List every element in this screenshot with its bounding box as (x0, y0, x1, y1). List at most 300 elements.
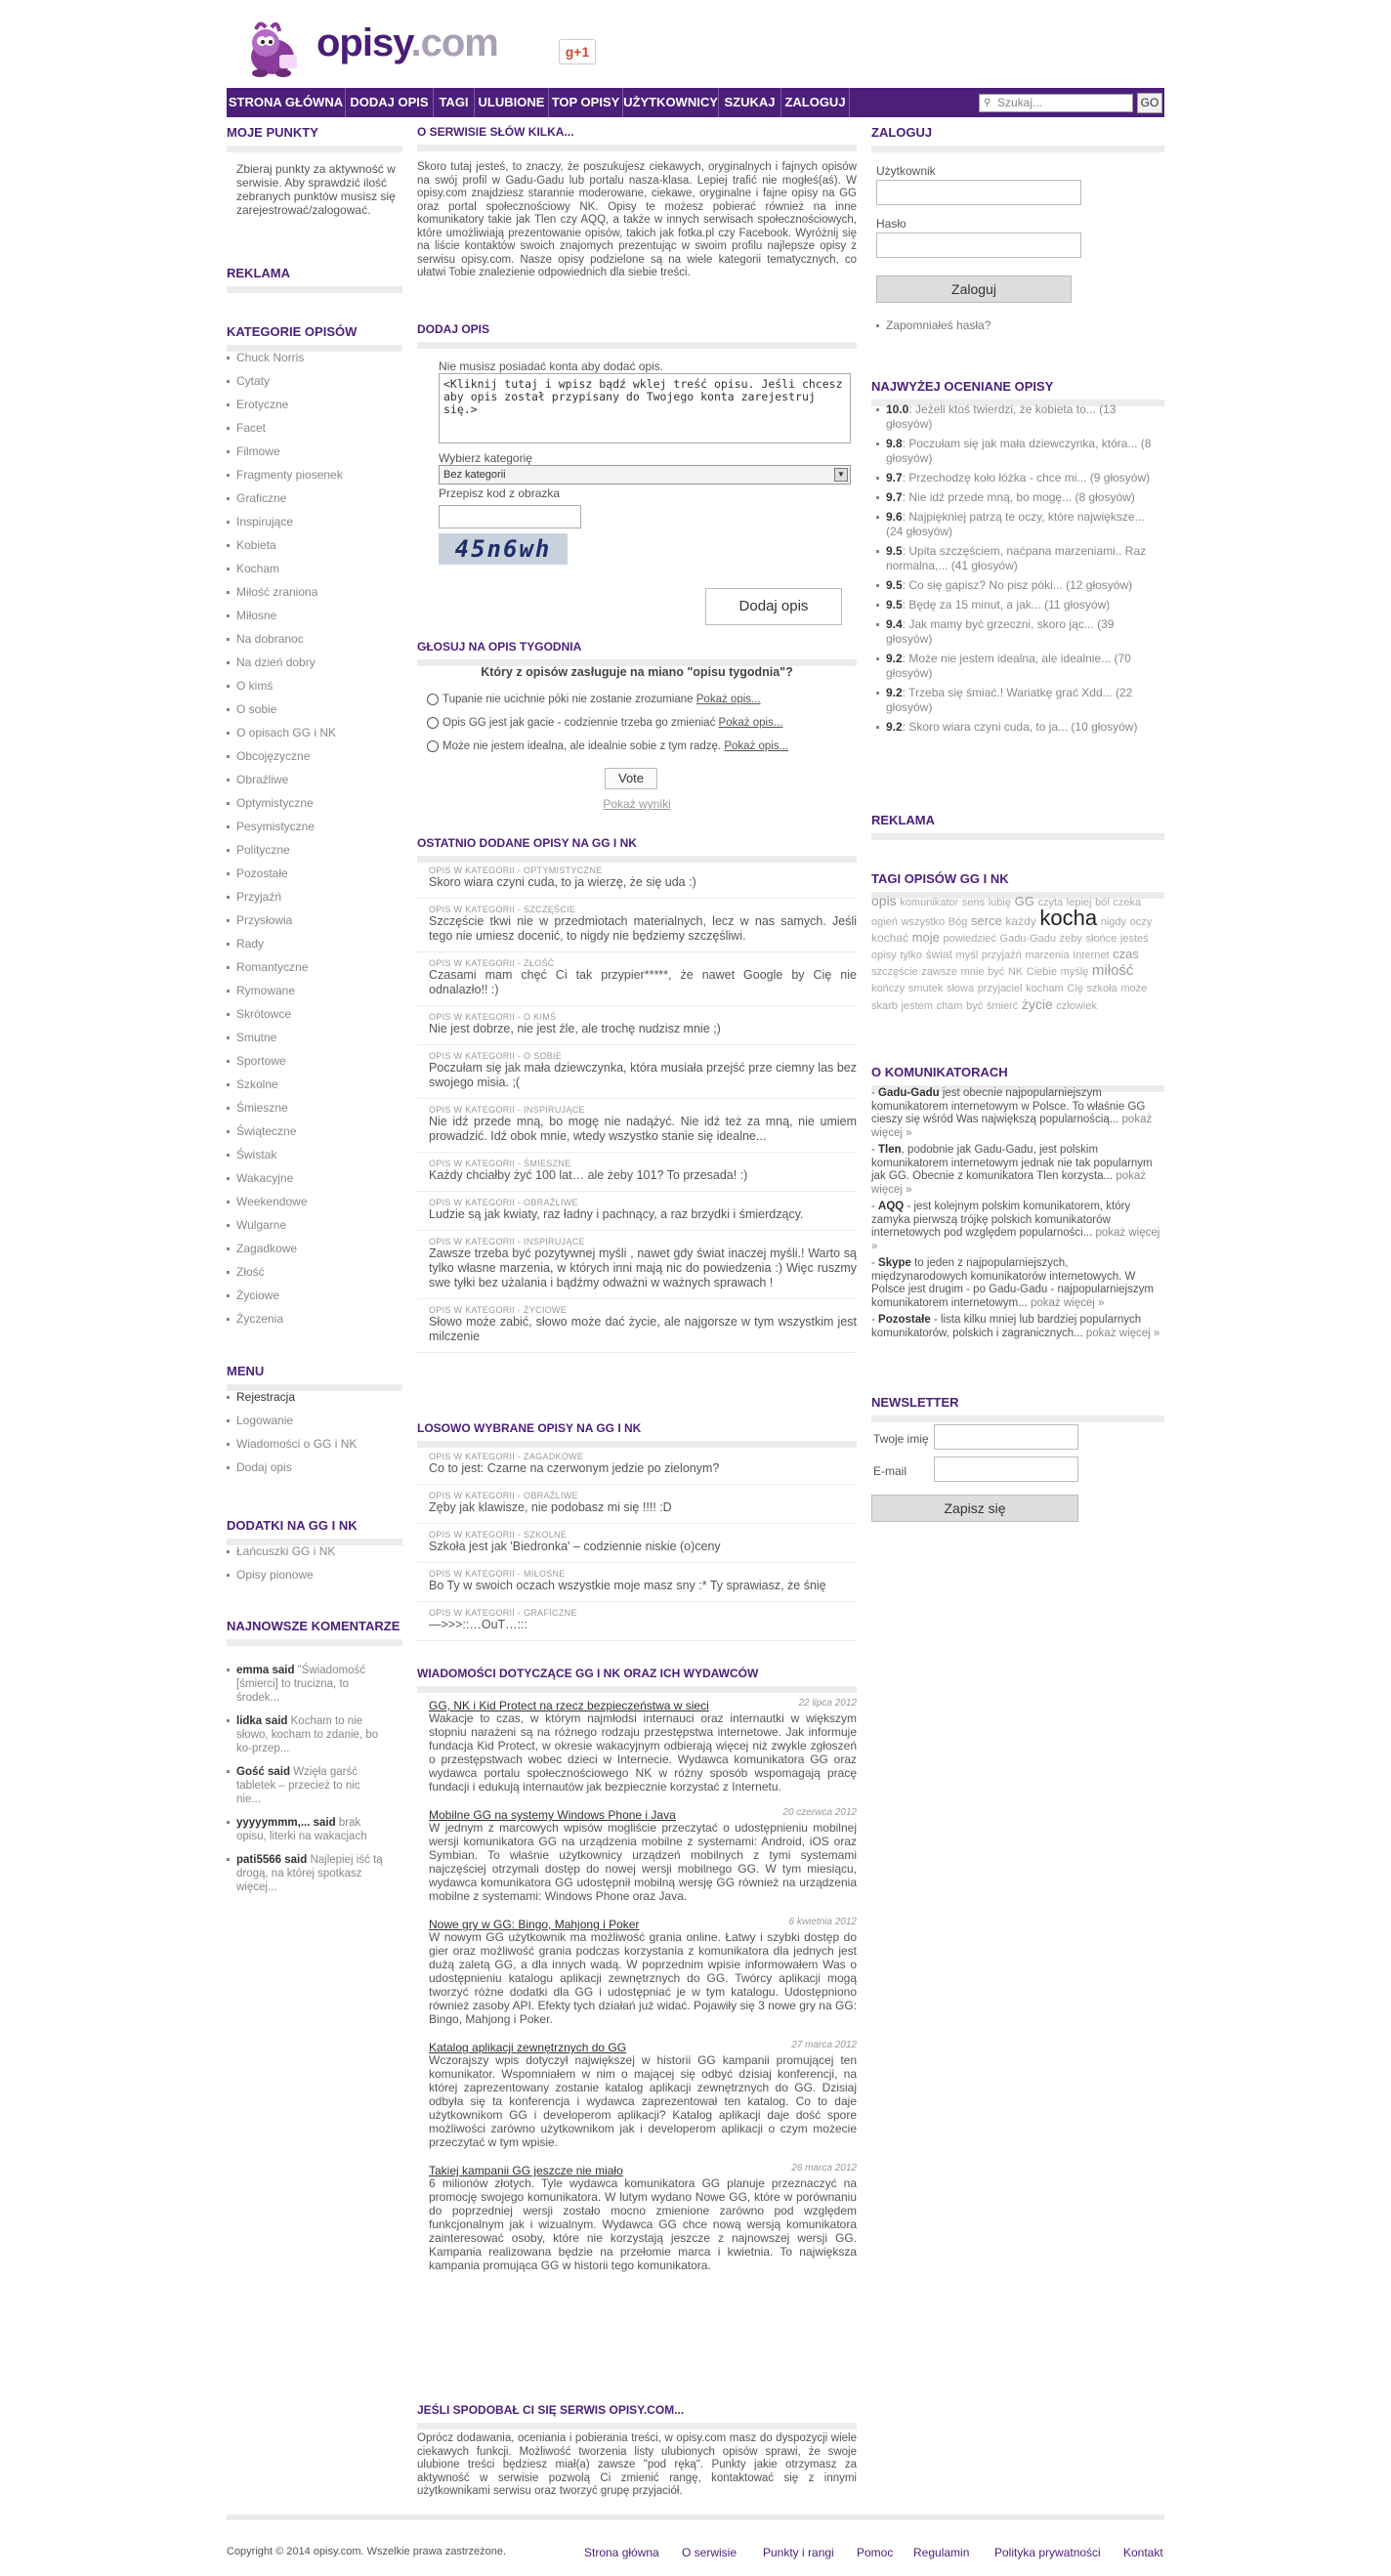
tag-link[interactable]: cham (936, 1000, 963, 1012)
top-rated-item[interactable] (876, 510, 1159, 539)
logo-text[interactable] (316, 21, 498, 65)
tag-link[interactable]: myślę (1060, 966, 1089, 978)
tag-link[interactable]: śmierć (986, 1000, 1019, 1012)
tag-link[interactable]: kocham (1026, 983, 1064, 994)
category-item[interactable]: Rymowane (227, 979, 402, 1002)
comment-user[interactable]: lidka (236, 1715, 263, 1727)
im-name[interactable]: Pozostałe (878, 1314, 931, 1326)
top-rated-item[interactable] (876, 544, 1159, 573)
im-name[interactable]: Skype (878, 1257, 911, 1269)
comment-user[interactable]: yyyyymmm,... (236, 1817, 311, 1829)
top-rated-text[interactable]: : Jak mamy być grzeczni, skoro jąc... (39 głosyów) (886, 617, 1115, 646)
category-item[interactable]: Rady (227, 932, 402, 955)
tag-link[interactable]: ból (1095, 897, 1110, 908)
footer-privacy[interactable]: Polityka prywatności (994, 2546, 1101, 2559)
poll-option[interactable] (427, 737, 857, 760)
top-rated-text[interactable]: : Skoro wiara czyni cuda, to ja... (10 głosyów) (902, 720, 1138, 734)
description-text[interactable]: Czasami mam chęć Ci tak przypier*****, że nawet Google by Cię nie odnalazło!! :) (429, 968, 857, 996)
tag-link[interactable]: serce (971, 913, 1002, 928)
top-rated-item[interactable] (876, 471, 1159, 486)
comments-heading: NAJNOWSZE KOMENTARZE (227, 1620, 402, 1646)
username-input[interactable] (876, 180, 1081, 205)
category-item[interactable]: Kocham (227, 557, 402, 580)
top-rated-text[interactable]: : Poczułam się jak mała dziewczynka, która... (8 głosyów) (886, 437, 1152, 465)
comment-user[interactable]: emma (236, 1665, 270, 1676)
tag-link[interactable]: czas (1113, 947, 1139, 961)
tag-link[interactable]: czyta (1037, 897, 1064, 908)
tag-link[interactable]: smutek (907, 983, 944, 994)
category-item[interactable]: Skrótowce (227, 1002, 402, 1026)
nav-favorites[interactable]: ULUBIONE (475, 88, 549, 117)
category-item[interactable]: Fragmenty piosenek (227, 463, 402, 486)
tag-link[interactable]: może (1120, 983, 1148, 994)
tag-link[interactable]: Gadu-Gadu (999, 933, 1056, 945)
radio-button[interactable] (427, 740, 439, 752)
category-item[interactable]: Filmowe (227, 440, 402, 463)
news-date: 22 lipca 2012 (798, 1698, 857, 1709)
category-item[interactable]: Złość (227, 1260, 402, 1284)
tag-link[interactable]: marzenia (1025, 950, 1070, 961)
news-header (429, 2163, 857, 2176)
tag-link[interactable]: przyjaciel (977, 983, 1023, 994)
category-item[interactable]: Wulgarne (227, 1213, 402, 1237)
news-item (429, 1917, 857, 2026)
category-item[interactable]: O kimś (227, 674, 402, 697)
menu-item[interactable]: Wiadomości o GG i NK (227, 1432, 402, 1456)
comment-user[interactable]: pati5566 (236, 1854, 282, 1866)
category-item[interactable]: Facet (227, 416, 402, 440)
search-go-button[interactable]: GO (1137, 93, 1162, 113)
category-select-value: Bez kategorii (443, 469, 506, 481)
category-item[interactable]: Polityczne (227, 838, 402, 862)
news-date: 20 czerwca 2012 (782, 1807, 857, 1818)
category-item[interactable]: Smutne (227, 1026, 402, 1049)
top-rated-text[interactable]: : Upita szczęściem, naćpana marzeniami.. Raz normalna,... (41 głosyów) (886, 544, 1147, 572)
newsletter-name-input[interactable] (934, 1424, 1078, 1450)
tag-link[interactable]: kocha (1039, 906, 1098, 930)
top-rated-text[interactable]: : Przechodzę koło łóżka - chce mi... (9 głosyów) (902, 471, 1151, 485)
poll-heading: GŁOSUJ NA OPIS TYGODNIA (417, 640, 857, 666)
nav-home[interactable]: STRONA GŁÓWNA (227, 88, 346, 117)
logo-ext: .com (410, 21, 498, 64)
comment-bullet-icon (227, 1668, 230, 1671)
menu-item[interactable]: Dodaj opis (227, 1456, 402, 1479)
category-item[interactable]: Świąteczne (227, 1119, 402, 1143)
news-item (429, 2040, 857, 2149)
description-item[interactable] (417, 1105, 857, 1153)
forgot-password-link[interactable] (876, 318, 991, 332)
category-item[interactable]: Wakacyjne (227, 1166, 402, 1190)
tag-link[interactable]: słowa (946, 983, 975, 994)
description-text[interactable]: Co to jest: Czarne na czerwonym jedzie po zielonym? (429, 1461, 720, 1475)
top-rated-text[interactable]: : Najpiękniej patrzą te oczy, które największe... (24 głosyów) (886, 510, 1145, 538)
poll-option[interactable] (427, 713, 857, 737)
tag-link[interactable]: opis (871, 893, 897, 908)
tag-link[interactable]: opisy (871, 950, 897, 961)
tag-link[interactable]: życie (1021, 996, 1053, 1012)
forgot-password-text: Zapomniałeś hasła? (886, 318, 991, 332)
top-rated-item[interactable] (876, 686, 1159, 715)
right-sidebar (871, 125, 1164, 1516)
category-item[interactable]: O sobie (227, 697, 402, 721)
google-plus-button[interactable]: g+1 (559, 39, 596, 64)
im-text: , podobnie jak Gadu-Gadu, jest polskim komunikatorem internetowym jednak nie tak popularnym jak GG. Obecnie z komunikatora Tlen korzysta... (871, 1144, 1153, 1182)
login-heading: ZALOGUJ (871, 125, 1164, 152)
tag-link[interactable]: tylko (900, 950, 922, 961)
tag-link[interactable]: jestem (901, 1000, 933, 1012)
tag-link[interactable]: być (988, 966, 1005, 978)
news-header (429, 1807, 857, 1821)
menu-heading: MENU (227, 1364, 402, 1391)
description-category[interactable]: OPIS W KATEGORII - ŻYCIOWE (429, 1305, 568, 1315)
tag-link[interactable]: myśl (955, 950, 979, 961)
description-text[interactable]: Zawsze trzeba być pozytywnej myśli , nawet gdy świat inaczej myśli.! Warto są tylko własne marzenia, w których inni mają nic do powiedzenia :) Więc ruszmy swe tyłki bez użalania i bądźmy odważni w ważnych sprawach ! (429, 1246, 857, 1289)
poll-option[interactable] (427, 690, 857, 713)
category-item[interactable]: Przysłowia (227, 908, 402, 932)
description-text[interactable]: Nie jest dobrze, nie jest źle, ale trochę nudzisz mnie ;) (429, 1022, 721, 1035)
category-item[interactable]: Cytaty (227, 369, 402, 393)
add-description-button[interactable]: Dodaj opis (705, 588, 842, 625)
tag-link[interactable]: lubię (988, 897, 1011, 908)
news-item (429, 1698, 857, 1794)
nav-search[interactable]: SZUKAJ (719, 88, 781, 117)
tag-link[interactable]: powiedzieć (943, 933, 996, 945)
category-item[interactable]: Miłosne (227, 604, 402, 627)
comment-item[interactable] (227, 1714, 383, 1755)
top-rated-item[interactable] (876, 720, 1159, 735)
tags-heading: TAGI OPISÓW GG I NK (871, 871, 1164, 899)
main-nav (227, 88, 1164, 117)
tag-link[interactable]: wszystko (901, 916, 946, 928)
description-category[interactable]: OPIS W KATEGORII - GRAFICZNE (429, 1608, 577, 1618)
description-item[interactable] (417, 1305, 857, 1353)
tag-link[interactable]: świat (925, 948, 952, 961)
poll-option-link[interactable]: Pokaż opis... (696, 694, 761, 705)
category-label: Wybierz kategorię (439, 451, 532, 465)
category-item[interactable]: Romantyczne (227, 955, 402, 979)
top-rated-text[interactable]: : Będę za 15 minut, a jak... (11 głosyów) (902, 598, 1111, 612)
footer-help[interactable]: Pomoc (857, 2546, 894, 2559)
newsletter-heading: NEWSLETTER (871, 1395, 1164, 1422)
description-category[interactable]: OPIS W KATEGORII - MIŁOSNE (429, 1569, 566, 1579)
comment-item[interactable] (227, 1853, 383, 1894)
im-text: - lista kilku mniej lub bardziej popularnych komunikatorów, polskich i zagranicznych... (871, 1314, 1142, 1339)
tag-link[interactable]: skarb (871, 1000, 898, 1012)
news-body: W nowym GG użytkownik ma możliwość grania online. Łatwy i szybki dostęp do gier oraz możliwość grania podczas korzystania z komunikatora dla jednych jest dużą zaletą GG, a dla innych wadą. W poprzednim wpisie informowałem Was o udostępnieniu katalogu aplikacji zewnętrznych do GG. Twórcy aplikacji mogą tworzyć różne dodatki dla GG i udostępniać je w tym katalogu. Udostępniono również zasoby API. Efekty tych działań już widać. Pojawiły się 3 nowe gry na GG: Bingo, Mahjong i Poker. (429, 1930, 857, 2026)
top-rated-item[interactable] (876, 617, 1159, 647)
comment-text[interactable]: "Świadomość [śmierci] to trucizna, to środek... (236, 1665, 365, 1704)
logo-main: opisy (316, 21, 411, 64)
category-item[interactable]: Świstak (227, 1143, 402, 1166)
tag-link[interactable]: czeka (1113, 897, 1142, 908)
footer-points[interactable]: Punkty i rangi (763, 2546, 834, 2559)
menu-item[interactable]: Rejestracja (227, 1385, 402, 1409)
description-text[interactable]: Poczułam się jak mała dziewczynka, która musiała przejść prze ciemny las bez swojego misia. ;( (429, 1061, 857, 1089)
comment-user[interactable]: Gość (236, 1766, 265, 1778)
im-text: - jest kolejnym polskim komunikatorem, który zamyka pierwszą trójkę polskich komunikatorów internetowych pod względem popularności... (871, 1201, 1131, 1239)
tag-link[interactable]: szkoła (1086, 983, 1117, 994)
description-category[interactable]: OPIS W KATEGORII - O SOBIE (429, 1051, 563, 1061)
search-icon: ⚲ (984, 98, 991, 108)
news-body: Wczorajszy wpis dotyczył największej w historii GG kampanii promującej ten komunikator. Wspomniałem w nim o mającej się odbyć dzisiaj konferencji, na której zaprezentowany zostanie katalog aplikacji zewnętrznych do GG. Dzisiaj odbyła się ta konferencja i wydawca zaprezentował ten katalog. Co to daje użytkownikom GG i developerom aplikacji? Katalog aplikacji daje dość spore możliwości zarówno użytkownikom jak i developerom aplikacji o czym możecie przeczytać w tym wpisie. (429, 2053, 857, 2149)
news-item (429, 1807, 857, 1903)
top-rated-item[interactable] (876, 402, 1159, 432)
top-rated-list (876, 402, 1159, 739)
im-more-link[interactable]: pokaż więcej » (1031, 1296, 1105, 1309)
tag-link[interactable]: oczy (1129, 916, 1153, 928)
tag-link[interactable]: sens (961, 897, 986, 908)
category-item[interactable]: Sportowe (227, 1049, 402, 1073)
description-item[interactable] (417, 1051, 857, 1099)
description-item[interactable] (417, 1530, 857, 1563)
vote-button[interactable]: Vote (605, 768, 657, 789)
description-category[interactable]: OPIS W KATEGORII - OBRAŹLIWE (429, 1491, 578, 1500)
im-more-link[interactable]: pokaż więcej » (871, 1170, 1147, 1196)
description-text[interactable]: Skoro wiara czyni cuda, to ja wierzę, że się uda :) (429, 875, 696, 889)
rating-score: 9.2 (886, 720, 903, 734)
news-title-link[interactable]: GG, NK i Kid Protect na rzecz bezpieczeństwa w sieci (429, 1699, 709, 1712)
description-category[interactable]: OPIS W KATEGORII - SZKOLNE (429, 1530, 568, 1540)
comment-text[interactable]: Kocham to nie słowo, kocham to zdanie, bo ko-przep... (236, 1715, 379, 1754)
category-item[interactable]: Na dobranoc (227, 627, 402, 651)
bullet-icon (876, 324, 879, 327)
description-item[interactable] (417, 866, 857, 899)
description-item[interactable] (417, 1569, 857, 1602)
top-rated-text[interactable]: : Co się gapisz? No pisz póki... (12 głosyów) (902, 578, 1133, 592)
im-more-link[interactable]: pokaż więcej » (1085, 1327, 1160, 1339)
nav-login[interactable]: ZALOGUJ (781, 88, 850, 117)
top-rated-item[interactable] (876, 578, 1159, 593)
top-rated-item[interactable] (876, 437, 1159, 466)
poll-option-link[interactable]: Pokaż opis... (718, 717, 783, 729)
category-item[interactable]: Chuck Norris (227, 346, 402, 369)
category-item[interactable]: Miłość zraniona (227, 580, 402, 604)
tag-link[interactable]: przyjaźń (981, 950, 1022, 961)
im-name[interactable]: AQQ (878, 1201, 905, 1212)
radio-button[interactable] (427, 717, 439, 729)
category-item[interactable]: Życzenia (227, 1307, 402, 1330)
description-category[interactable]: OPIS W KATEGORII - INSPIRUJĄCE (429, 1105, 585, 1115)
tag-link[interactable]: każdy (1005, 914, 1036, 928)
comment-text[interactable]: Wzięła garść tabletek – przecież to nic nie... (236, 1766, 360, 1805)
im-name[interactable]: Tlen (878, 1144, 902, 1156)
logo-mascot-icon[interactable] (238, 20, 307, 80)
comment-text[interactable]: brak opisu, literki na wakacjach (236, 1817, 367, 1842)
password-input[interactable] (876, 232, 1081, 258)
category-select[interactable] (439, 465, 851, 485)
copyright: Copyright © 2014 opisy.com. Wszelkie prawa zastrzeżone. (227, 2546, 507, 2557)
news-title-link[interactable]: Takiej kampanii GG jeszcze nie miało (429, 2164, 623, 2177)
category-item[interactable]: Obraźliwe (227, 768, 402, 791)
description-text[interactable]: —>>>::…OuT…::: (429, 1618, 528, 1631)
comment-bullet-icon (227, 1821, 230, 1824)
description-category[interactable]: OPIS W KATEGORII - ZŁOŚĆ (429, 958, 555, 968)
login-button[interactable]: Zaloguj (876, 275, 1072, 303)
nav-tags[interactable]: TAGI (434, 88, 475, 117)
category-item[interactable]: Optymistyczne (227, 791, 402, 815)
description-item[interactable] (417, 958, 857, 1006)
news-header (429, 1917, 857, 1930)
category-item[interactable]: Erotyczne (227, 393, 402, 416)
tag-link[interactable]: mnie (960, 966, 985, 978)
rating-score: 9.6 (886, 510, 903, 524)
tag-link[interactable]: słońce (1085, 933, 1117, 945)
tag-link[interactable]: Ciebie (1026, 966, 1057, 978)
category-item[interactable]: Kobieta (227, 533, 402, 557)
comment-bullet-icon (227, 1858, 230, 1861)
im-more-link[interactable]: pokaż więcej » (871, 1227, 1160, 1252)
description-text[interactable]: Nie idź przede mną, bo mogę nie nadążyć. Nie idź też za mną, nie umiem prowadzić. Idź obok mnie, wtedy wszystko stanie się idealne... (429, 1115, 857, 1143)
news-list (417, 1698, 857, 2286)
description-category[interactable]: OPIS W KATEGORII - O KIMŚ (429, 1012, 557, 1022)
description-text[interactable]: Szkoła jest jak 'Biedronka' – codziennie niskie (o)ceny (429, 1540, 721, 1553)
description-item[interactable] (417, 1452, 857, 1485)
left-sidebar (227, 125, 402, 1893)
description-item[interactable] (417, 1491, 857, 1524)
description-text[interactable]: Bo Ty w swoich oczach wszystkie moje masz sny :* Ty sprawiasz, że śnię (429, 1579, 826, 1592)
description-item[interactable] (417, 1198, 857, 1231)
category-item[interactable]: Na dzień dobry (227, 651, 402, 674)
news-item (429, 2163, 857, 2272)
category-item[interactable]: Zagadkowe (227, 1237, 402, 1260)
search-input[interactable]: Szukaj... (979, 94, 1133, 112)
rating-score: 9.5 (886, 578, 903, 592)
category-item[interactable]: Śmieszne (227, 1096, 402, 1119)
im-more-link[interactable]: pokaż więcej » (871, 1114, 1153, 1139)
comment-item[interactable] (227, 1816, 383, 1843)
tag-link[interactable]: NK (1007, 966, 1024, 978)
tag-link[interactable]: kończy (871, 983, 906, 994)
description-category[interactable]: OPIS W KATEGORII - INSPIRUJĄCE (429, 1237, 585, 1246)
category-item[interactable]: Pesymistyczne (227, 815, 402, 838)
description-text[interactable]: Ludzie są jak kwiaty, raz ładny i pachnący, a raz brzydki i śmierdzący. (429, 1207, 804, 1221)
footer-about[interactable]: O serwisie (682, 2546, 738, 2559)
tag-link[interactable]: być (966, 1000, 984, 1012)
footer-terms[interactable]: Regulamin (913, 2546, 970, 2559)
tag-link[interactable]: żeby (1059, 933, 1082, 945)
tag-link[interactable]: jesteś (1119, 933, 1149, 945)
chevron-down-icon: ▼ (834, 468, 848, 482)
category-item[interactable]: Życiowe (227, 1284, 402, 1307)
captcha-input[interactable] (439, 505, 581, 528)
tag-link[interactable]: GG (1014, 894, 1034, 908)
description-category[interactable]: OPIS W KATEGORII - SZCZĘŚCIE (429, 905, 576, 914)
news-title-link[interactable]: Mobilne GG na systemy Windows Phone i Java (429, 1808, 676, 1822)
nav-add[interactable]: DODAJ OPIS (346, 88, 434, 117)
description-category[interactable]: OPIS W KATEGORII - ZAGADKOWE (429, 1452, 584, 1461)
comment-text[interactable]: Najlepiej iść tą drogą, na której spotkasz więcej... (236, 1854, 383, 1893)
tag-link[interactable]: zawsze (921, 966, 957, 978)
rating-score: 9.5 (886, 598, 903, 612)
description-item[interactable] (417, 1237, 857, 1299)
description-item[interactable] (417, 1159, 857, 1192)
tag-link[interactable]: miłość (1091, 962, 1134, 979)
category-item[interactable]: Weekendowe (227, 1190, 402, 1213)
tag-link[interactable]: szczęście (871, 966, 918, 978)
tag-link[interactable]: ogień (871, 916, 898, 928)
addon-item[interactable]: Opisy pionowe (227, 1563, 402, 1586)
category-item[interactable]: Obcojęzyczne (227, 744, 402, 768)
recent-descriptions (417, 866, 857, 1359)
top-rated-item[interactable] (876, 652, 1159, 681)
tag-link[interactable]: nigdy (1100, 916, 1127, 928)
poll-option-text: Opis GG jest jak gacie - codziennie trzeba go zmieniać (443, 717, 716, 729)
description-category[interactable]: OPIS W KATEGORII - ŚMIESZNE (429, 1159, 571, 1168)
tag-link[interactable]: kochać (871, 931, 909, 945)
nav-top[interactable]: TOP OPISY (549, 88, 623, 117)
top-rated-text[interactable]: : Jeżeli ktoś twierdzi, że kobieta to... (13 głosyów) (886, 402, 1117, 431)
description-text[interactable]: Szczęście tkwi nie w przedmiotach materialnych, lecz w nas samych. Jeśli tego nie umiesz docenić, to nigdy nie będziemy szczęśliwi. (429, 914, 857, 943)
footer-home[interactable]: Strona główna (584, 2546, 659, 2559)
top-rated-item[interactable] (876, 490, 1159, 505)
news-header (429, 2040, 857, 2053)
category-item[interactable]: Inspirujące (227, 510, 402, 533)
news-body: W jednym z marcowych wpisów mogliście przeczytać o udostępnieniu mobilnej wersji komunikatora GG na urządzenia mobilne z systemami: Android, iOS oraz Symbian. To właśnie użytkownicy urządzeń mobilnych z tymi systemami najczęściej otrzymali dostęp do nowej wersji mobilnego GG. W tym miesiącu, wydawca komunikatora GG udostępnił mobilną wersję GG również na urządzenia mobilne z systemami: Windows Phone oraz Java. (429, 1821, 857, 1903)
news-title-link[interactable]: Nowe gry w GG: Bingo, Mahjong i Poker (429, 1918, 640, 1931)
rating-score: 9.8 (886, 437, 903, 450)
im-item: - Tlen, podobnie jak Gadu-Gadu, jest polskim komunikatorem internetowym jednak nie tak popularnym jak GG. Obecnie z komunikatora Tlen korzysta... pokaż więcej » (871, 1144, 1153, 1196)
description-textarea[interactable]: <Kliknij tutaj i wpisz bądź wklej treść opisu. Jeśli chcesz aby opis został przypisany do Twojego konta zarejestruj się.> (439, 373, 851, 443)
menu-item[interactable]: Logowanie (227, 1409, 402, 1432)
category-item[interactable]: O opisach GG i NK (227, 721, 402, 744)
categories-heading: KATEGORIE OPISÓW (227, 324, 402, 352)
top-rated-text[interactable]: : Nie idź przede mną, bo mogę... (8 głosyów) (902, 490, 1135, 504)
top-rated-text[interactable]: : Trzeba się śmiać.! Wariatkę grać Xdd... (22 głosyów) (886, 686, 1133, 714)
poll-options (427, 690, 857, 760)
footer-contact[interactable]: Kontakt (1123, 2546, 1163, 2559)
comments-list (227, 1664, 402, 1904)
description-item[interactable] (417, 905, 857, 952)
tag-link[interactable]: Internet (1073, 950, 1110, 961)
newsletter-email-input[interactable] (934, 1457, 1078, 1482)
tag-link[interactable]: lepiej (1066, 897, 1092, 908)
description-item[interactable] (417, 1012, 857, 1045)
tag-link[interactable]: komunikator (900, 897, 959, 908)
top-rated-item[interactable] (876, 598, 1159, 612)
description-item[interactable] (417, 1608, 857, 1641)
comment-said: said (272, 1665, 295, 1676)
tag-link[interactable]: moje (911, 930, 940, 945)
radio-button[interactable] (427, 694, 439, 705)
im-item: - Gadu-Gadu jest obecnie najpopularniejszym komunikatorem internetowym w Polsce. To właśnie GG cieszy się wśród Was największą popularnością... pokaż więcej » (871, 1087, 1153, 1139)
description-text[interactable]: Każdy chciałby żyć 100 lat… ale żeby 101? To przesada! :) (429, 1168, 748, 1182)
tag-link[interactable]: człowiek (1056, 1000, 1097, 1012)
im-list (871, 1087, 1164, 1344)
subscribe-button[interactable]: Zapisz się (871, 1495, 1078, 1522)
category-item[interactable]: Szkolne (227, 1073, 402, 1096)
top-rated-text[interactable]: : Może nie jestem idealna, ale idealnie... (70 głosyów) (886, 652, 1131, 680)
comment-item[interactable] (227, 1664, 383, 1705)
nav-users[interactable]: UŻYTKOWNICY (623, 88, 719, 117)
comment-item[interactable] (227, 1765, 383, 1806)
category-item[interactable]: Graficzne (227, 486, 402, 510)
description-category[interactable]: OPIS W KATEGORII - OPTYMISTYCZNE (429, 866, 603, 875)
category-item[interactable]: Przyjaźń (227, 885, 402, 908)
addon-item[interactable]: Łańcuszki GG i NK (227, 1540, 402, 1563)
description-category[interactable]: OPIS W KATEGORII - OBRAŹLIWE (429, 1198, 578, 1207)
news-title-link[interactable]: Katalog aplikacji zewnętrznych do GG (429, 2041, 627, 2054)
category-item[interactable]: Pozostałe (227, 862, 402, 885)
tag-link[interactable]: Cię (1067, 983, 1083, 994)
description-text[interactable]: Zęby jak klawisze, nie podobasz mi się !!!! :D (429, 1500, 672, 1514)
im-name[interactable]: Gadu-Gadu (878, 1087, 940, 1099)
description-text[interactable]: Słowo może zabić, słowo może dać życie, ale najgorsze w tym wszystkim jest milczenie (429, 1315, 857, 1343)
comment-said: said (284, 1854, 308, 1866)
poll-option-link[interactable]: Pokaż opis... (724, 740, 789, 752)
tag-link[interactable]: Bóg (948, 916, 968, 928)
show-results-link[interactable]: Pokaż wyniki (603, 797, 671, 811)
news-heading: WIADOMOŚCI DOTYCZĄCE GG I NK ORAZ ICH WYDAWCÓW (417, 1667, 857, 1693)
